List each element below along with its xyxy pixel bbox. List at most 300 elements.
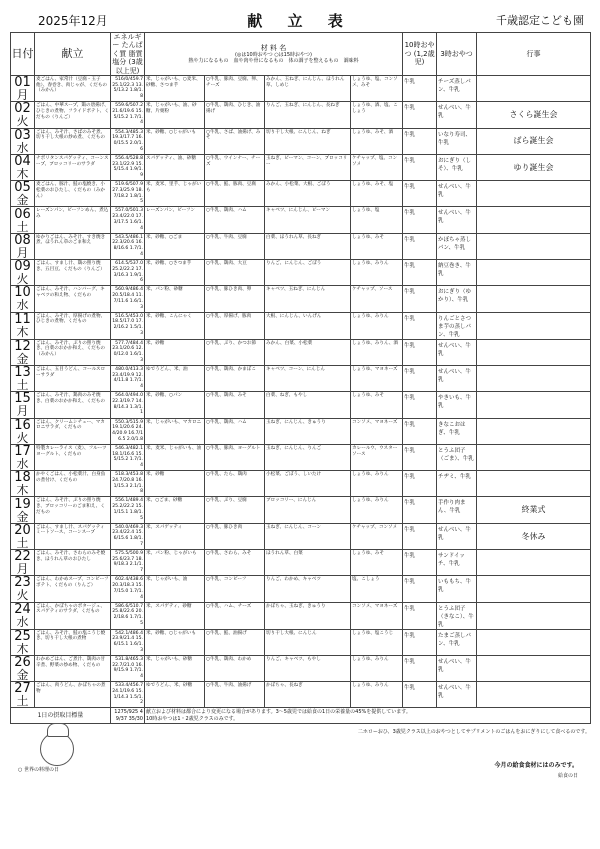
green-food-cell: みかん、小松菜、大根、ごぼう (265, 181, 351, 207)
weekday: 土 (16, 694, 29, 708)
yellow-food-cell: ○牛乳、鮭、油揚げ (205, 629, 265, 655)
snack10-cell: 牛乳 (403, 154, 437, 180)
snack10-cell: 牛乳 (403, 682, 437, 708)
green-food-cell: かぼちゃ、玉ねぎ、きゅうり (265, 602, 351, 629)
day-number: 24 (14, 602, 31, 618)
yellow-food-cell: ○牛乳、ウインナー、チーズ (205, 154, 265, 180)
date-cell (11, 75, 35, 101)
snack3-cell: せんべい、牛乳 (437, 207, 477, 233)
green-food-cell: 切り干し大根、にんじん、ねぎ (265, 128, 351, 154)
table-row (11, 233, 591, 259)
date-cell (11, 128, 35, 154)
menu-cell: ごはん、かぼちゃのポタージュ、スパゲティのサラダ、くだもの (35, 602, 111, 629)
seasoning-cell: 塩、こしょう (351, 576, 403, 602)
date-cell (11, 682, 35, 708)
yellow-food-cell: ○牛乳、ぶり、豆腐 (205, 497, 265, 523)
red-food-cell: 米、○ごま、砂糖 (145, 497, 205, 523)
weekday: 月 (16, 88, 29, 102)
weekday: 金 (16, 351, 29, 366)
day-number: 20 (14, 523, 31, 538)
yellow-food-cell: ○牛乳、さわら、みそ (205, 550, 265, 576)
date-cell (11, 550, 35, 576)
footer-note-bold: 今月の給食食材にはのみです。 (494, 762, 578, 770)
day-number: 16 (14, 418, 31, 433)
menu-cell: ごはん、みそ汁、ぶりの照り焼き、ブロッコリーのごま和え、くだもの (35, 497, 111, 523)
day-number: 04 (14, 154, 31, 169)
page-title: 献 立 表 (247, 12, 353, 30)
col-red: 熱や力になるもの (188, 58, 229, 65)
menu-cell: ごはん、五目うどん、コールスローサラダ (35, 365, 111, 391)
snack3-cell: せんべい、牛乳 (437, 523, 477, 549)
seasoning-cell: しょうゆ、塩 (351, 207, 403, 233)
weekday: 水 (16, 140, 29, 155)
menu-cell: 麦ごはん、豚汁、鮭の塩焼き、小松菜のおひたし、くだもの（みかん） (35, 181, 111, 207)
date-cell (11, 286, 35, 312)
event-cell: 冬休み (477, 523, 591, 549)
red-food-cell: 米、麦米、じゃがいも、油 (145, 444, 205, 470)
menu-cell: ごはん、クリームシチュー、マカロニサラダ、くだもの (35, 418, 111, 444)
weekday: 土 (16, 219, 29, 234)
weekday: 木 (16, 483, 29, 497)
menu-cell: かやくごはん、小松菜汁、白身魚の煮付け、くだもの (35, 471, 111, 497)
snack3-cell: せんべい、牛乳 (437, 682, 477, 708)
yellow-food-cell: ○牛乳、鶏肉、大豆 (205, 260, 265, 286)
table-row (11, 444, 591, 470)
red-food-cell: ゆでうどん、米、砂糖 (145, 682, 205, 708)
col-menu: 献立 (35, 33, 111, 76)
snack10-cell: 牛乳 (403, 102, 437, 128)
date-cell (11, 602, 35, 629)
day-number: 02 (14, 101, 31, 117)
date-cell (11, 233, 35, 259)
event-cell (477, 576, 591, 602)
table-row (11, 154, 591, 180)
energy-cell: 540.0/469.3 23.4/22.4 15.6/15.6 1.8/1.7 (111, 523, 145, 549)
event-cell: さくら誕生会 (477, 102, 591, 128)
day-number: 13 (14, 365, 31, 381)
event-cell (477, 550, 591, 576)
col-seasoning: 調味料 (343, 58, 359, 65)
green-food-cell: ほうれん草、白菜 (265, 550, 351, 576)
energy-cell: 531.8/465.3 22.7/21.0 16.9/15.9 1.7/1.4 (111, 655, 145, 681)
menu-cell: 麦ごはん、家常汁（豆腐・玉子他）、春巻き、肉じゃが、くだもの（みかん） (35, 75, 111, 101)
menu-cell: 特製カレーライス（麦）、フルーツヨーグルト、くだもの (35, 444, 111, 470)
yellow-food-cell: ○牛乳、鶏肉、ひじき、油揚げ (205, 102, 265, 128)
col-materials (145, 33, 403, 76)
energy-cell: 577.7/484.4 23.1/20.6 12.0/12.0 1.6/1.3 (111, 339, 145, 365)
yellow-food-cell: ○牛乳、豚肉、豆腐、卵、チーズ (205, 75, 265, 101)
snack10-cell: 牛乳 (403, 602, 437, 629)
col-energy: エネルギー たんぱく質 脂質 塩分 (3歳以上児) (112, 33, 143, 75)
footer-note-left: ○ 世界の料理の日 (18, 767, 59, 774)
month-label: 2025年12月 (38, 14, 108, 28)
energy-cell: 518.3/453.8 24.7/20.8 16.1/15.3 2.1/1.8 (111, 471, 145, 497)
day-number: 12 (14, 339, 31, 354)
date-cell (11, 655, 35, 681)
weekday: 土 (16, 378, 29, 392)
snack10-cell: 牛乳 (403, 207, 437, 233)
snack3-cell: おにぎり（しそ）、牛乳 (437, 154, 477, 180)
table-row (11, 207, 591, 233)
energy-cell: 550.3/515.9 19.1/20.6 24.4/20.9 16.7/16.5 2.0/1.8 (111, 418, 145, 444)
yellow-food-cell: ○牛乳、鶏肉、かまぼこ (205, 365, 265, 391)
weekday: 火 (16, 272, 29, 286)
seasoning-cell: カレールウ、ウスターソース (351, 444, 403, 470)
event-cell (477, 365, 591, 391)
event-cell (477, 444, 591, 470)
weekday: 月 (16, 562, 29, 576)
day-number: 08 (14, 233, 31, 248)
energy-cell: 542.1/486.4 23.9/21.4 15.6/15.1 1.6/1.3 (111, 629, 145, 655)
col-snack10: 10時おやつ (1,2歳児) (403, 33, 437, 76)
yellow-food-cell: ○牛乳、鶏肉、ハム (205, 418, 265, 444)
energy-cell: 614.5/537.0 25.2/22.2 17.3/16.3 1.9/1.6 (111, 260, 145, 286)
yellow-food-cell: ○牛乳、牛肉、油揚げ (205, 682, 265, 708)
seasoning-cell: しょうゆ、みそ (351, 550, 403, 576)
snack10-cell: 牛乳 (403, 523, 437, 549)
yellow-food-cell: ○牛乳、鶏肉、ハム (205, 207, 265, 233)
weekday: 土 (16, 535, 29, 550)
weekday: 月 (16, 404, 29, 419)
event-cell: ゆり誕生会 (477, 154, 591, 180)
table-row (11, 471, 591, 497)
snack3-cell: サンドイッチ、牛乳 (437, 550, 477, 576)
snack3-cell: いなり寿司、牛乳 (437, 128, 477, 154)
table-row (11, 629, 591, 655)
snack10-cell: 牛乳 (403, 576, 437, 602)
event-cell (477, 75, 591, 101)
col-snack3: 3時おやつ (437, 33, 477, 76)
snack10-cell: 牛乳 (403, 444, 437, 470)
date-cell (11, 418, 35, 444)
menu-cell: ごはん、肉うどん、かぼちゃの煮物 (35, 682, 111, 708)
event-cell (477, 339, 591, 365)
snack3-cell: チーズ蒸しパン、牛乳 (437, 75, 477, 101)
event-cell: 終業式 (477, 497, 591, 523)
weekday: 火 (16, 588, 29, 603)
snack10-cell: 牛乳 (403, 655, 437, 681)
col-yellow: 血や肉や骨になるもの (233, 58, 284, 65)
snack3-cell: せんべい、牛乳 (437, 339, 477, 365)
day-number: 17 (14, 444, 31, 459)
seasoning-cell: しょうゆ、みそ、塩 (351, 181, 403, 207)
yellow-food-cell: ○牛乳、ハム、チーズ (205, 602, 265, 629)
date-cell (11, 102, 35, 128)
date-cell (11, 576, 35, 602)
date-cell (11, 629, 35, 655)
day-number: 19 (14, 496, 31, 512)
table-row (11, 286, 591, 312)
summary-notes (145, 708, 591, 724)
event-cell (477, 418, 591, 444)
seasoning-cell: ケチャップ、ソース (351, 286, 403, 312)
weekday: 水 (16, 615, 29, 630)
day-number: 09 (14, 259, 31, 275)
green-food-cell: みかん、白菜、小松菜 (265, 339, 351, 365)
footer-note-right: 給食の日 (557, 773, 578, 780)
page-header (10, 8, 590, 30)
materials-title: 材 料 名 (260, 43, 287, 52)
energy-cell: 575.5/500.9 25.6/23.7 18.9/18.3 2.1/1.7 (111, 550, 145, 576)
snack10-cell: 牛乳 (403, 497, 437, 523)
chef-icon (40, 732, 74, 766)
school-name: 千歳認定こども園 (496, 14, 584, 27)
menu-cell: ごはん、わかめスープ、コンビーフポテト、くだもの（りんご） (35, 576, 111, 602)
table-row (11, 181, 591, 207)
snack10-cell: 牛乳 (403, 365, 437, 391)
snack10-cell: 牛乳 (403, 128, 437, 154)
table-row (11, 102, 591, 128)
red-food-cell: 米、砂糖、○じゃがいも (145, 128, 205, 154)
table-row (11, 523, 591, 549)
menu-table (10, 32, 591, 724)
snack10-cell: 牛乳 (403, 233, 437, 259)
yellow-food-cell: ○牛乳、鶏肉、みそ (205, 392, 265, 418)
snack10-cell: 牛乳 (403, 392, 437, 418)
green-food-cell: キャベツ、コーン、にんじん (265, 365, 351, 391)
red-food-cell: 米、パン粉、じゃがいも (145, 550, 205, 576)
green-food-cell: キャベツ、にんじん、ピーマン (265, 207, 351, 233)
event-cell (477, 207, 591, 233)
event-cell (477, 233, 591, 259)
event-cell (477, 260, 591, 286)
seasoning-cell: しょうゆ、みりん (351, 655, 403, 681)
weekday: 木 (16, 325, 29, 340)
weekday: 月 (16, 245, 29, 260)
energy-cell: 557.0/501.3 23.4/22.0 17.3/17.5 1.6/1.4 (111, 207, 145, 233)
snack3-cell: りんごとさつま芋の蒸しパン、牛乳 (437, 312, 477, 339)
table-row (11, 682, 591, 708)
green-food-cell: 玉ねぎ、にんじん、コーン (265, 523, 351, 549)
red-food-cell: 米、砂糖、○さつま芋 (145, 260, 205, 286)
materials-note: (◎は10時おやつ ○は15時おやつ) (235, 52, 312, 59)
green-food-cell: 大根、にんじん、いんげん (265, 312, 351, 339)
energy-cell: 533.4/456.7 24.1/19.6 15.1/14.3 1.5/1.2 (111, 682, 145, 708)
yellow-food-cell: ○牛乳、厚揚げ、豚肉 (205, 312, 265, 339)
day-number: 15 (14, 391, 31, 407)
event-cell (477, 181, 591, 207)
red-food-cell: スパゲッティ、油、砂糖 (145, 154, 205, 180)
snack10-cell: 牛乳 (403, 339, 437, 365)
green-food-cell: 切り干し大根、にんじん (265, 629, 351, 655)
event-cell (477, 655, 591, 681)
table-row (11, 75, 591, 101)
summary-values: 1275/925 49/37 35/30 (111, 708, 145, 724)
snack10-cell: 牛乳 (403, 181, 437, 207)
col-event: 行事 (477, 33, 591, 76)
snack10-cell: 牛乳 (403, 471, 437, 497)
date-cell (11, 154, 35, 180)
yellow-food-cell: ○牛乳、さば、油揚げ、みそ (205, 128, 265, 154)
menu-cell: レーズンパン、ビーフンめん、煮込み (35, 207, 111, 233)
snack3-cell: かぼちゃ蒸しパン、牛乳 (437, 233, 477, 259)
snack3-cell: やきいも、牛乳 (437, 392, 477, 418)
table-row (11, 260, 591, 286)
day-number: 22 (14, 549, 31, 565)
snack10-cell: 牛乳 (403, 75, 437, 101)
seasoning-cell: しょうゆ、みそ (351, 392, 403, 418)
green-food-cell: りんご、玉ねぎ、にんじん、長ねぎ (265, 102, 351, 128)
red-food-cell: 米、砂糖、こんにゃく (145, 312, 205, 339)
green-food-cell: りんご、わかめ、キャベツ (265, 576, 351, 602)
event-cell: ばら誕生会 (477, 128, 591, 154)
energy-cell: 556.1/489.4 25.2/22.2 15.1/15.1 1.8/1.5 (111, 497, 145, 523)
menu-cell: ごはん、みそ汁、さばのみそ煮、切り干し大根の炒め煮、くだもの (35, 128, 111, 154)
weekday: 木 (16, 166, 29, 181)
summary-note-2: 10時おやつは1・2歳児クラスのみです。 (146, 715, 239, 722)
date-cell (11, 497, 35, 523)
date-cell (11, 444, 35, 470)
weekday: 金 (16, 668, 29, 682)
event-cell (477, 392, 591, 418)
page-footer (10, 724, 590, 784)
day-number: 05 (14, 180, 31, 196)
green-food-cell: みかん、玉ねぎ、にんじん、ほうれん草、しめじ (265, 75, 351, 101)
table-row (11, 497, 591, 523)
menu-cell: ごはん、みそ汁、ぶりの照り焼き、白菜のおかか和え、くだもの（みかん） (35, 339, 111, 365)
yellow-food-cell: ○牛乳、鶏肉、わかめ (205, 655, 265, 681)
day-number: 25 (14, 629, 31, 644)
yellow-food-cell: ○牛乳、豚肉、ヨーグルト (205, 444, 265, 470)
red-food-cell: 米、砂糖、○ごま (145, 233, 205, 259)
menu-cell: わかめごはん、ご煮汁、鶏肉の甘辛煮、野菜の炒め物、くだもの (35, 655, 111, 681)
red-food-cell: 米、スパゲッティ (145, 523, 205, 549)
weekday: 木 (16, 641, 29, 656)
green-food-cell: 玉ねぎ、にんじん、きゅうり (265, 418, 351, 444)
yellow-food-cell: ○牛乳、コンビーフ (205, 576, 265, 602)
menu-cell: ごはん、すまし汁、鶏の照り焼き、五目豆、くだもの（りんご） (35, 260, 111, 286)
energy-cell: 516/0/459.7 25.1/22.3 13.5/13.2 1.8/1.8 (111, 75, 145, 101)
event-cell (477, 682, 591, 708)
date-cell (11, 523, 35, 549)
weekday: 水 (16, 456, 29, 471)
event-cell (477, 629, 591, 655)
green-food-cell: 白菜、ねぎ、もやし (265, 392, 351, 418)
table-row (11, 655, 591, 681)
weekday: 火 (16, 430, 29, 445)
energy-cell: 543.5/486.1 22.3/20.6 16.8/16.6 1.7/1.4 (111, 233, 145, 259)
energy-cell: 546.3/482.1 18.1/16.6 15.5/15.2 1.7/1.4 (111, 444, 145, 470)
table-row (11, 550, 591, 576)
green-food-cell: りんご、キャベツ、もやし (265, 655, 351, 681)
yellow-food-cell: ○牛乳、たら、鶏肉 (205, 471, 265, 497)
date-cell (11, 207, 35, 233)
menu-cell: ごはん、みそ汁、鮭の塩こうじ焼き、切り干し大根の煮物 (35, 629, 111, 655)
day-number: 26 (14, 655, 31, 671)
red-food-cell: 米、砂糖 (145, 471, 205, 497)
snack3-cell: 手作り肉まん、牛乳 (437, 497, 477, 523)
menu-cell: ナポリタンスパゲッティ、コーンスープ、ブロッコリーのサラダ (35, 154, 111, 180)
snack3-cell: せんべい、牛乳 (437, 655, 477, 681)
snack3-cell: せんべい、牛乳 (437, 365, 477, 391)
red-food-cell: 米、じゃがいも、油、砂糖、片栗粉 (145, 102, 205, 128)
energy-cell: 556.4/528.8 23.1/22.9 15.5/15.4 1.9/1.9 (111, 154, 145, 180)
snack3-cell: せんべい、牛乳 (437, 102, 477, 128)
seasoning-cell: しょうゆ、マヨネーズ (351, 365, 403, 391)
energy-cell: 586.6/510.7 25.8/22.6 20.2/18.6 1.7/1.5 (111, 602, 145, 629)
seasoning-cell: しょうゆ、みりん (351, 312, 403, 339)
energy-cell: 554.3/485.3 19.3/17.7 16.0/15.5 2.0/1.6 (111, 128, 145, 154)
table-row (11, 392, 591, 418)
snack10-cell: 牛乳 (403, 260, 437, 286)
red-food-cell: 米、じゃがいも、○麦米、砂糖、さつま芋 (145, 75, 205, 101)
red-food-cell: 米、パン粉、砂糖 (145, 286, 205, 312)
menu-cell: ごはん、すまし汁、スパゲッティミートソース、コーンスープ (35, 523, 111, 549)
weekday: 金 (16, 509, 29, 524)
day-number: 06 (14, 206, 31, 222)
energy-cell: 519.6/507.9 27.3/25.9 18.7/18.2 1.8/1.5 (111, 181, 145, 207)
weekday: 水 (16, 298, 29, 313)
energy-cell: 559.6/507.2 21.6/19.6 15.5/15.2 1.7/1.4 (111, 102, 145, 128)
yellow-food-cell: ○牛乳、豚ひき肉 (205, 523, 265, 549)
green-food-cell: 小松菜、ごぼう、しいたけ (265, 471, 351, 497)
table-row (11, 602, 591, 629)
energy-cell: 602.4/438.6 20.3/18.3 15.7/15.0 1.7/1.4 (111, 576, 145, 602)
table-row (11, 418, 591, 444)
red-food-cell: 米、スパゲティ、砂糖 (145, 602, 205, 629)
snack3-cell: チヂミ、牛乳 (437, 471, 477, 497)
red-food-cell: 米、砂糖、○じゃがいも (145, 629, 205, 655)
red-food-cell: 米、じゃがいも、マカロニ (145, 418, 205, 444)
green-food-cell: ブロッコリー、にんじん (265, 497, 351, 523)
snack3-cell: とうふ団子（きなこ）、牛乳 (437, 602, 477, 629)
weekday: 金 (16, 193, 29, 207)
event-cell (477, 286, 591, 312)
green-food-cell: かぼちゃ、長ねぎ (265, 682, 351, 708)
summary-label: 1日の摂取目標量 (11, 708, 111, 724)
event-cell (477, 312, 591, 339)
day-number: 11 (14, 312, 31, 328)
yellow-food-cell: ○牛乳、牛肉、豆腐 (205, 233, 265, 259)
snack3-cell: 納豆巻き、牛乳 (437, 260, 477, 286)
red-food-cell: 米、砂糖 (145, 339, 205, 365)
energy-cell: 516.5/453.0 18.5/17.0 17.2/16.2 1.5/1.3 (111, 312, 145, 339)
red-food-cell: ゆでうどん、米、油 (145, 365, 205, 391)
menu-cell: ゆかりごはん、みそ汁、すき焼き煮、ほうれん草のごま和え (35, 233, 111, 259)
snack10-cell: 牛乳 (403, 312, 437, 339)
table-row (11, 339, 591, 365)
snack10-cell: 牛乳 (403, 550, 437, 576)
day-number: 03 (14, 128, 31, 143)
summary-note-1: 献立および材料は都合により変更になる場合があります。3〜5歳児では給食の1日の栄養量の45%を提供しています。 (146, 709, 411, 716)
energy-cell: 560.9/486.4 20.5/18.4 11.7/11.6 1.6/1.3 (111, 286, 145, 312)
seasoning-cell: しょうゆ、みりん、酒 (351, 339, 403, 365)
event-cell (477, 602, 591, 629)
seasoning-cell: しょうゆ、みりん (351, 471, 403, 497)
summary-row (11, 708, 591, 724)
green-food-cell: 玉ねぎ、にんじん、りんご (265, 444, 351, 470)
table-row (11, 128, 591, 154)
snack3-cell: たまご蒸しパン、牛乳 (437, 629, 477, 655)
seasoning-cell: しょうゆ、みりん (351, 682, 403, 708)
table-row (11, 365, 591, 391)
table-row (11, 576, 591, 602)
green-food-cell: 玉ねぎ、ピーマン、コーン、ブロッコリー (265, 154, 351, 180)
red-food-cell: レーズンパン、ビーフン (145, 207, 205, 233)
yellow-food-cell: ○牛乳、ぶり、かつお節 (205, 339, 265, 365)
snack10-cell: 牛乳 (403, 629, 437, 655)
snack3-cell: せんべい、牛乳 (437, 181, 477, 207)
date-cell (11, 339, 35, 365)
snack10-cell: 牛乳 (403, 418, 437, 444)
date-cell (11, 181, 35, 207)
seasoning-cell: コンソメ、マヨネーズ (351, 602, 403, 629)
event-cell (477, 471, 591, 497)
snack3-cell: おにぎり（ゆかり）、牛乳 (437, 286, 477, 312)
snack3-cell: とうふ団子（ごま）、牛乳 (437, 444, 477, 470)
col-date: 日付 (11, 33, 35, 76)
menu-cell: ごはん、みそ汁、ハンバーグ、キャベツの和え物、くだもの (35, 286, 111, 312)
